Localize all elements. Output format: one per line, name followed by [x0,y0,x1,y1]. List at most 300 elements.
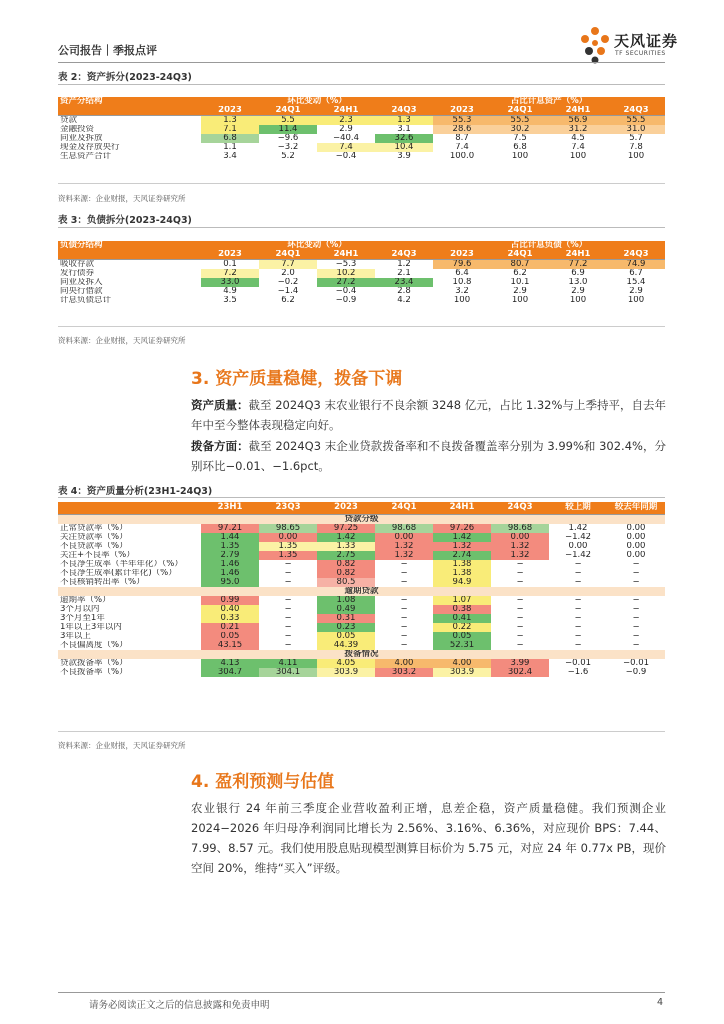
table-cell: − [259,596,317,605]
table-cell: − [259,605,317,614]
table-cell: − [259,632,317,641]
table-cell: 100 [607,152,665,161]
table-cell: − [375,569,433,578]
table-cell: 1.32 [433,542,491,551]
table-cell: 1.46 [201,560,259,569]
t2-period: 24Q3 [375,106,433,116]
table-row [58,551,665,560]
table-cell: 74.9 [607,260,665,270]
table-cell: 56.9 [549,116,607,126]
table-cell: 8.7 [433,134,491,143]
table-cell: − [549,569,607,578]
table3-caption: 表 3：负债拆分(2023-24Q3) [58,215,192,226]
table-cell: 3.1 [375,125,433,134]
table-cell: 1.1 [201,143,259,152]
table-cell: 0.00 [607,542,665,551]
table-cell: 98.68 [375,524,433,533]
table-cell: 0.00 [259,533,317,542]
header-divider [58,62,665,63]
p2-lead: 拨备方面： [191,439,249,453]
t4-header: 24Q3 [491,502,549,514]
row-label: 不良净生成率(累计年化)（%） [60,568,177,578]
table3-group1: 环比变动（%） [201,241,433,250]
table-cell: −0.9 [607,668,665,677]
table-row [58,578,665,587]
table3-group2: 占比计息负债（%） [433,241,665,250]
table-cell: − [375,578,433,587]
table-cell: 1.32 [375,551,433,560]
asset-breakdown-table [58,97,665,161]
table-cell: 11.4 [259,125,317,134]
page-number: 4 [657,997,664,1008]
table-cell: 100.0 [433,152,491,161]
row-label: 关注贷款率（%） [60,532,128,542]
table-cell: 3.4 [201,152,259,161]
table-cell: 79.6 [433,260,491,270]
t2-period: 24Q1 [491,106,549,116]
table-cell: 2.1 [375,269,433,278]
table-cell: 1.3 [201,116,259,126]
table2-bottom-rule [58,183,665,184]
table-cell: 97.21 [201,524,259,533]
t4-header: 24H1 [433,502,491,514]
t3-period: 24H1 [549,250,607,260]
table3-caption-rule [58,227,665,228]
table-cell: − [259,641,317,650]
table-cell: −40.4 [317,134,375,143]
table-row [58,287,665,296]
table-cell: 304.1 [259,668,317,677]
table-cell: − [607,614,665,623]
table-cell: 0.22 [433,623,491,632]
row-label: 正常贷款率（%） [60,523,128,533]
table2-group2: 占比计息资产（%） [433,97,665,106]
table-cell: −0.4 [317,152,375,161]
table-row [58,542,665,551]
t3-period: 24Q1 [491,250,549,260]
table-cell: 31.2 [549,125,607,134]
table-cell: 43.15 [201,641,259,650]
table-cell: 0.00 [375,533,433,542]
row-label: 同业及拆入 [60,278,103,287]
table-cell: 1.3 [375,116,433,126]
table-row [58,668,665,677]
table2-caption-rule [58,84,665,85]
table4-bottom-rule [58,731,665,732]
table-cell: 13.0 [549,278,607,287]
table-cell: 2.3 [317,116,375,126]
table-cell: − [375,596,433,605]
row-label: 吸收存款 [60,259,95,269]
table-cell: 0.00 [607,524,665,533]
table-cell: 0.00 [607,533,665,542]
table-row [58,260,665,270]
row-label: 逾期率（%） [60,595,111,605]
table-cell: 1.42 [549,524,607,533]
table-cell: 80.5 [317,578,375,587]
table-cell: 2.0 [259,269,317,278]
table3-bottom-rule [58,326,665,327]
table-cell: 5.2 [259,152,317,161]
table-cell: 0.41 [433,614,491,623]
table-cell: −0.01 [607,659,665,668]
t3-period: 2023 [433,250,491,260]
table-row [58,116,665,126]
table-cell: 2.9 [549,287,607,296]
table2-source: 资料来源：企业财报，天风证券研究所 [58,194,186,203]
t4-header: 较去年同期 [607,502,665,514]
table-cell: − [607,641,665,650]
table-row [58,623,665,632]
table-cell: − [549,623,607,632]
table-cell: 10.4 [375,143,433,152]
table-cell: 0.33 [201,614,259,623]
table-cell: 31.0 [607,125,665,134]
row-label: 向央行借款 [60,287,103,296]
row-label: 发行债券 [60,269,95,278]
table-cell: −0.4 [317,287,375,296]
table-cell: 303.2 [375,668,433,677]
table-cell: 7.1 [201,125,259,134]
table-cell: − [607,578,665,587]
table-cell: 0.82 [317,569,375,578]
row-label: 3个月以内 [60,604,100,614]
table-cell: −9.6 [259,134,317,143]
table-cell: − [259,569,317,578]
table-cell: − [607,623,665,632]
table-cell: 97.25 [317,524,375,533]
table-cell: 1.32 [491,542,549,551]
table-row [58,152,665,161]
table-cell: 100 [491,152,549,161]
table-cell: 0.21 [201,623,259,632]
table-cell: 6.8 [201,134,259,143]
table-row [58,641,665,650]
group-label: 拨备情况 [58,650,665,659]
table-cell: 32.6 [375,134,433,143]
table-cell: 55.5 [491,116,549,126]
t3-period: 24Q1 [259,250,317,260]
section3-paragraph-1 [191,395,666,435]
row-label: 不良净生成率（半年年化）（%） [60,559,183,569]
t2-period: 24H1 [317,106,375,116]
table-cell: 1.42 [317,533,375,542]
table-cell: 2.75 [317,551,375,560]
section4-title: 4. 盈利预测与估值 [191,772,335,792]
table-cell: − [549,578,607,587]
table-cell: 7.4 [433,143,491,152]
table-cell: 1.35 [259,542,317,551]
table-cell: 7.8 [607,143,665,152]
table-cell: − [375,560,433,569]
table-cell: 4.11 [259,659,317,668]
t3-period: 24H1 [317,250,375,260]
table-cell: 7.4 [317,143,375,152]
table-cell: 2.9 [607,287,665,296]
t4-header: 23H1 [201,502,259,514]
row-label: 金融投资 [60,125,95,134]
table-cell: 6.8 [491,143,549,152]
table-cell: 4.13 [201,659,259,668]
table-cell: 0.05 [201,632,259,641]
table-row [58,569,665,578]
table-cell: 1.07 [433,596,491,605]
table-cell: − [491,632,549,641]
table-cell: 4.5 [549,134,607,143]
table-cell: 6.4 [433,269,491,278]
table-cell: 7.2 [201,269,259,278]
t3-period: 24Q3 [375,250,433,260]
table-cell: 0.00 [549,542,607,551]
table2-caption: 表 2：资产拆分(2023-24Q3) [58,72,192,83]
table-cell: 2.8 [375,287,433,296]
table-cell: 1.46 [201,569,259,578]
group-row [58,514,665,524]
table-cell: − [607,560,665,569]
table3-title-left: 负债分结构 [58,241,201,250]
table-cell: 55.3 [433,116,491,126]
table-cell: 303.9 [317,668,375,677]
table-cell: − [549,641,607,650]
table-cell: 2.9 [317,125,375,134]
table-cell: 1.32 [375,542,433,551]
table-cell: − [375,605,433,614]
t4-header: 2023 [317,502,375,514]
table-cell: 30.2 [491,125,549,134]
table-cell: 2.9 [491,287,549,296]
row-label: 贷款 [60,115,78,125]
table-cell: 10.8 [433,278,491,287]
table-cell: − [491,641,549,650]
table-cell: 6.9 [549,269,607,278]
row-label: 1年以上3年以内 [60,622,122,632]
company-logo [578,26,698,66]
table-cell: 0.49 [317,605,375,614]
table-cell: −1.4 [259,287,317,296]
table-row [58,605,665,614]
row-label: 不良拨备率（%） [60,667,128,677]
asset-quality-table [58,502,665,677]
table-cell: 100 [491,296,549,305]
table-cell: − [375,632,433,641]
table-cell: 6.2 [491,269,549,278]
row-label: 关注+不良率（%） [60,550,135,560]
t2-period: 2023 [201,106,259,116]
table-cell: − [259,578,317,587]
table-cell: 0.05 [317,632,375,641]
table-cell: 97.26 [433,524,491,533]
table-cell: 4.05 [317,659,375,668]
t4-header: 较上期 [549,502,607,514]
table-cell: 98.68 [491,524,549,533]
table-cell: −0.2 [259,278,317,287]
table-cell: 0.00 [491,533,549,542]
group-row [58,650,665,659]
table-cell: 0.40 [201,605,259,614]
table-cell: − [491,605,549,614]
logo-text: 天风证券 [614,32,679,50]
table-cell: 6.2 [259,296,317,305]
table-cell: 4.9 [201,287,259,296]
table-cell: 7.5 [491,134,549,143]
p2-body: 截至 2024Q3 末企业贷款拨备率和不良拨备覆盖率分别为 3.99%和 302.4%，分别环比−0.01、−1.6pct。 [191,439,667,473]
table-cell: 0.00 [607,551,665,560]
liability-breakdown-table [58,241,665,305]
table-cell: 0.31 [317,614,375,623]
group-row [58,587,665,596]
table4-caption-rule [58,497,665,498]
table-cell: − [607,632,665,641]
table-cell: 28.6 [433,125,491,134]
table-cell: 100 [549,152,607,161]
table-cell: − [491,560,549,569]
table-cell: 7.4 [549,143,607,152]
section3-title: 3. 资产质量稳健，拨备下调 [191,369,403,389]
table-cell: 0.05 [433,632,491,641]
table-cell: − [491,623,549,632]
table-cell: −1.6 [549,668,607,677]
table-cell: 10.1 [491,278,549,287]
table-cell: 27.2 [317,278,375,287]
table4-source: 资料来源：企业财报，天风证券研究所 [58,741,186,750]
row-label: 不良贷款率（%） [60,541,128,551]
table-cell: 44.39 [317,641,375,650]
table-cell: 0.99 [201,596,259,605]
table-cell: − [375,623,433,632]
table-cell: 302.4 [491,668,549,677]
table-cell: − [259,623,317,632]
table-row [58,125,665,134]
table4-caption: 表 4：资产质量分析(23H1-24Q3) [58,486,213,497]
table-cell: 100 [433,296,491,305]
table-cell: − [375,641,433,650]
table-cell: −1.42 [549,533,607,542]
row-label: 同业及拆放 [60,134,103,143]
table2-title-left: 资产分结构 [58,97,201,106]
table-cell: −0.01 [549,659,607,668]
table-cell: 1.35 [259,551,317,560]
table-cell: − [259,614,317,623]
row-label: 不良核销转出率（%） [60,577,145,587]
table-cell: 5.7 [607,134,665,143]
table-cell: 23.4 [375,278,433,287]
table-cell: 0.38 [433,605,491,614]
table-row [58,524,665,533]
logo-mark-icon [578,26,612,64]
row-label: 生息资产合计 [60,152,112,161]
table-cell: −3.2 [259,143,317,152]
table-cell: −5.3 [317,260,375,270]
table-row [58,533,665,542]
section3-paragraph-2 [191,436,666,476]
table-row [58,269,665,278]
table-row [58,614,665,623]
p1-lead: 资产质量： [191,398,249,412]
table-row [58,560,665,569]
table-row [58,143,665,152]
logo-subtext: TF SECURITIES [615,50,666,57]
table-cell: 1.33 [317,542,375,551]
table-cell: 1.35 [201,542,259,551]
table-cell: 3.9 [375,152,433,161]
table-cell: 1.32 [491,551,549,560]
row-label: 计息负债总计 [60,296,112,305]
table-cell: 1.38 [433,560,491,569]
table-cell: 7.7 [259,260,317,270]
table-cell: − [375,614,433,623]
footer-disclaimer: 请务必阅读正文之后的信息披露和免责申明 [89,1000,270,1011]
table-cell: 2.74 [433,551,491,560]
table-cell: 0.82 [317,560,375,569]
table-cell: 4.00 [375,659,433,668]
table-cell: 1.2 [375,260,433,270]
table-cell: 3.5 [201,296,259,305]
table-cell: − [549,560,607,569]
t2-period: 24H1 [549,106,607,116]
table-cell: − [549,596,607,605]
t3-period: 24Q3 [607,250,665,260]
table-cell: − [549,614,607,623]
table-cell: 3.99 [491,659,549,668]
table-cell: 304.7 [201,668,259,677]
section4-paragraph: 农业银行 24 年前三季度企业营收盈利正增，息差企稳，资产质量稳健。我们预测企业 2024−2026 年归母净利润同比增长为 2.56%、3.16%、6.36%，对应现价 BPS：7.44、7.99、8.57 元。我们使用股息贴现模型测算目标价为 5.75 元，对应 24 年 0.77x PB，现价空间 20%，维持“买入”评级。 [191,801,666,875]
table-cell: − [491,596,549,605]
table-cell: 1.38 [433,569,491,578]
t2-period: 24Q1 [259,106,317,116]
report-type: 公司报告｜季报点评 [58,44,157,57]
table-cell: − [491,578,549,587]
table-cell: −0.9 [317,296,375,305]
table-cell: − [607,596,665,605]
table-cell: 100 [607,296,665,305]
table-cell: 15.4 [607,278,665,287]
table-cell: − [491,569,549,578]
table-cell: 98.65 [259,524,317,533]
group-label: 贷款分级 [58,514,665,524]
table-cell: − [549,632,607,641]
table-cell: − [549,605,607,614]
row-label: 现金及存放央行 [60,143,120,152]
table-cell: 4.2 [375,296,433,305]
table3-source: 资料来源：企业财报，天风证券研究所 [58,336,186,345]
row-label: 贷款拨备率（%） [60,658,128,668]
table-cell: 80.7 [491,260,549,270]
table-row [58,296,665,305]
table-cell: 52.31 [433,641,491,650]
table-row [58,278,665,287]
table-cell: 33.0 [201,278,259,287]
table-cell: 100 [549,296,607,305]
table-cell: 55.5 [607,116,665,126]
table-cell: 95.0 [201,578,259,587]
table-cell: − [491,614,549,623]
table-row [58,659,665,668]
table-cell: 0.1 [201,260,259,270]
table-cell: 6.7 [607,269,665,278]
table-row [58,632,665,641]
table-cell: 77.2 [549,260,607,270]
table-row [58,596,665,605]
table-cell: 1.42 [433,533,491,542]
table-cell: 1.44 [201,533,259,542]
table-row [58,134,665,143]
t4-header: 23Q3 [259,502,317,514]
table-cell: 10.2 [317,269,375,278]
table-cell: 2.79 [201,551,259,560]
footer-divider [58,992,665,993]
table-cell: 94.9 [433,578,491,587]
row-label: 3个月至1年 [60,613,105,623]
